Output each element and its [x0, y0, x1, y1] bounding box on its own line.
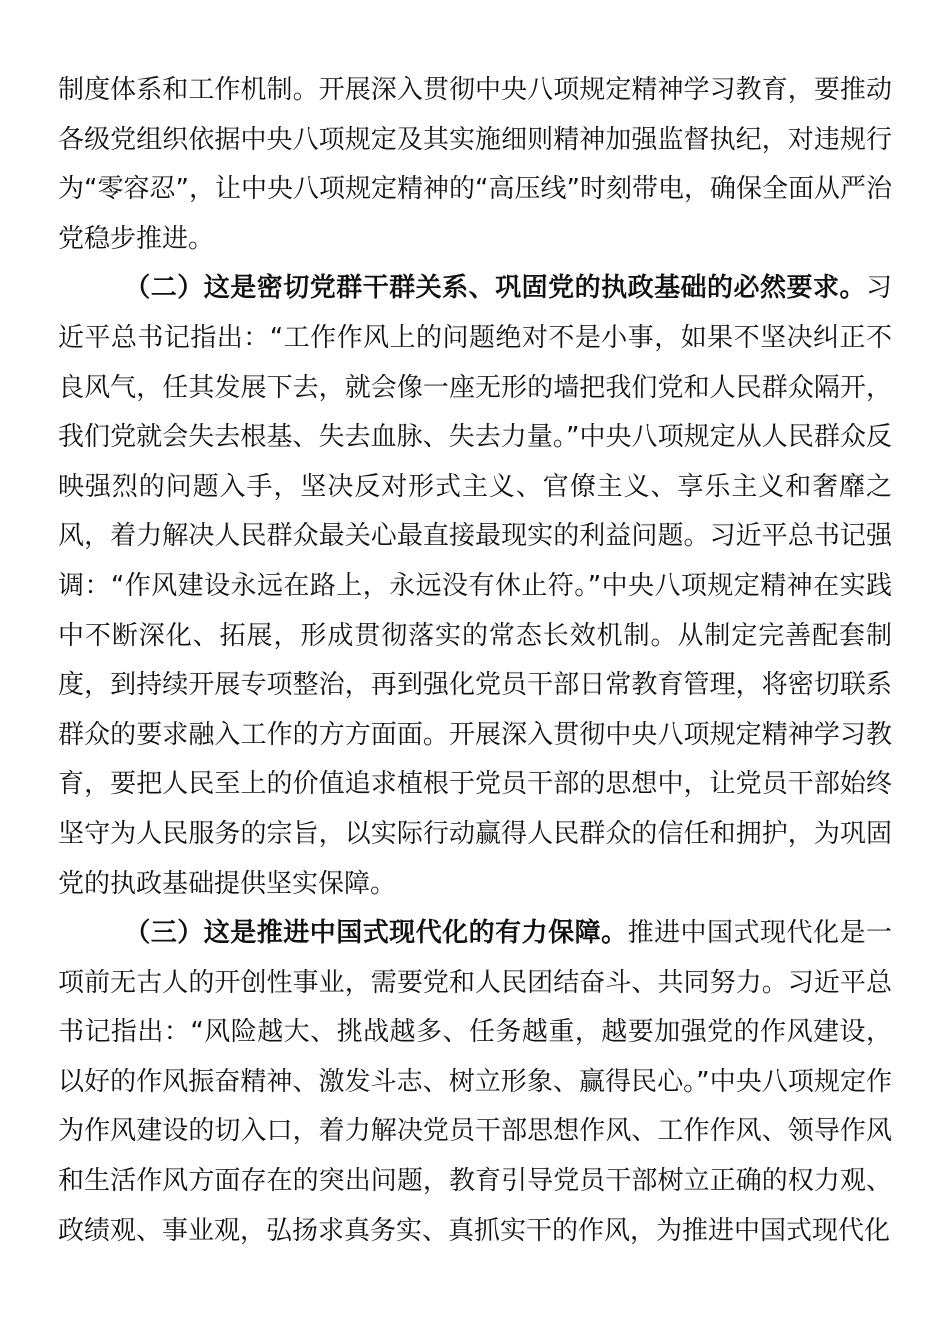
paragraph-continuation — [58, 66, 892, 264]
paragraph-section-2 — [58, 264, 892, 909]
document-page — [58, 66, 892, 1256]
paragraph-text: 习近平总书记指出：“工作作风上的问题绝对不是小事，如果不坚决纠正不良风气，任其发展下去，就会像一座无形的墙把我们党和人民群众隔开，我们党就会失去根基、失去血脉、失去力量。”中央八项规定从人民群众反映强烈的问题入手，坚决反对形式主义、官僚主义、享乐主义和奢靡之风，着力解决人民群众最关心最直接最现实的利益问题。习近平总书记强调：“作风建设永远在路上，永远没有休止符。”中央八项规定精神在实践中不断深化、拓展，形成贯彻落实的常态长效机制。从制定完善配套制度，到持续开展专项整治，再到强化党员干部日常教育管理，将密切联系群众的要求融入工作的方方面面。开展深入贯彻中央八项规定精神学习教育，要把人民至上的价值追求植根于党员干部的思想中，让党员干部始终坚守为人民服务的宗旨，以实际行动赢得人民群众的信任和拥护，为巩固党的执政基础提供坚实保障。 — [58, 273, 892, 899]
paragraph-text: 推进中国式现代化是一项前无古人的开创性事业，需要党和人民团结奋斗、共同努力。习近平总书记指出：“风险越大、挑战越多、任务越重，越要加强党的作风建设，以好的作风振奋精神、激发斗志、树立形象、赢得民心。”中央八项规定作为作风建设的切入口，着力解决党员干部思想作风、工作作风、领导作风和生活作风方面存在的突出问题，教育引导党员干部树立正确的权力观、政绩观、事业观，弘扬求真务实、真抓实干的作风，为推进中国式现代化 — [58, 918, 892, 1246]
section-heading: （三）这是推进中国式现代化的有力保障。 — [124, 918, 628, 949]
section-heading: （二）这是密切党群干群关系、巩固党的执政基础的必然要求。 — [124, 273, 866, 304]
paragraph-text: 制度体系和工作机制。开展深入贯彻中央八项规定精神学习教育，要推动各级党组织依据中央八项规定及其实施细则精神加强监督执纪，对违规行为“零容忍”，让中央八项规定精神的“高压线”时刻带电，确保全面从严治党稳步推进。 — [58, 75, 892, 254]
paragraph-section-3 — [58, 909, 892, 1256]
